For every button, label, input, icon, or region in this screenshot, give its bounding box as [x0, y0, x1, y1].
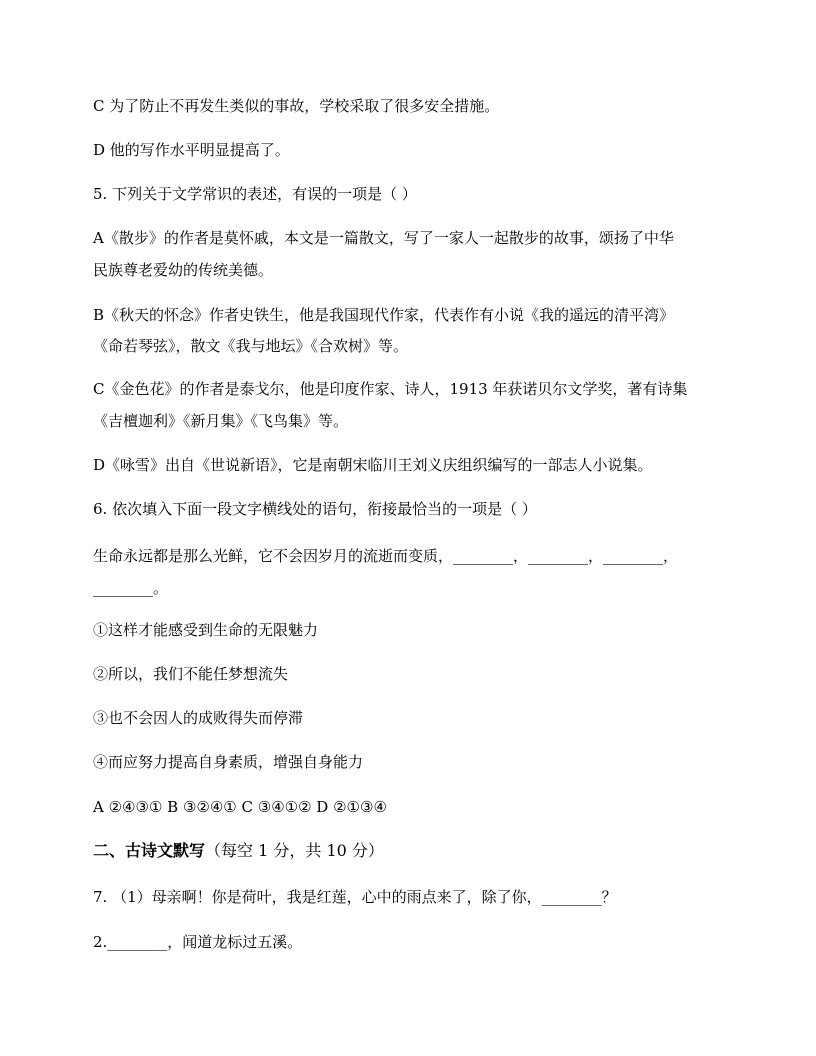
question-5-prompt: 5. 下列关于文学常识的表述，有误的一项是（ ）	[93, 185, 417, 203]
section-heading-title: 二、古诗文默写	[93, 841, 206, 860]
question-5-option-c-line2: 《吉檀迦利》《新月集》《飞鸟集》等。	[93, 412, 349, 430]
question-5-option-a-line2: 民族尊老爱幼的传统美德。	[93, 261, 274, 279]
question-7-part-1: 7. （1）母亲啊！你是荷叶，我是红莲，心中的雨点来了，除了你，________？	[93, 888, 617, 906]
question-6-passage-line1: 生命永远都是那么光鲜，它不会因岁月的流逝而变质，________，________，________，	[93, 547, 679, 565]
question-6-sentence-3: ③也不会因人的成败得失而停滞	[93, 709, 304, 727]
question-5-option-c-line1: C《金色花》的作者是泰戈尔，他是印度作家、诗人，1913 年获诺贝尔文学奖，著有诗集	[93, 380, 688, 398]
question-6-passage-line2: ________。	[93, 579, 169, 597]
question-6-prompt: 6. 依次填入下面一段文字横线处的语句，衔接最恰当的一项是（ ）	[93, 500, 537, 518]
question-5-option-d: D《咏雪》出自《世说新语》，它是南朝宋临川王刘义庆组织编写的一部志人小说集。	[93, 456, 653, 474]
section-heading-score: （每空 1 分，共 10 分）	[205, 841, 384, 860]
question-6-options: A ②④③① B ③②④① C ③④①② D ②①③④	[93, 798, 387, 816]
question-5-option-b-line1: B《秋天的怀念》作者史铁生，他是我国现代作家，代表作有小说《我的遥远的清平湾》	[93, 306, 675, 324]
question-5-option-b-line2: 《命若琴弦》，散文《我与地坛》《合欢树》等。	[93, 337, 409, 355]
option-d-sentence: D 他的写作水平明显提高了。	[93, 141, 290, 159]
option-c-sentence: C 为了防止不再发生类似的事故，学校采取了很多安全措施。	[93, 97, 500, 115]
question-7-part-2: 2.________，闻道龙标过五溪。	[93, 933, 303, 951]
section-heading	[93, 840, 384, 862]
question-6-sentence-4: ④而应努力提高自身素质，增强自身能力	[93, 753, 364, 771]
question-6-sentence-2: ②所以，我们不能任梦想流失	[93, 665, 289, 683]
question-5-option-a-line1: A《散步》的作者是莫怀戚，本文是一篇散文，写了一家人一起散步的故事，颂扬了中华	[93, 229, 674, 247]
question-6-sentence-1: ①这样才能感受到生命的无限魅力	[93, 621, 319, 639]
